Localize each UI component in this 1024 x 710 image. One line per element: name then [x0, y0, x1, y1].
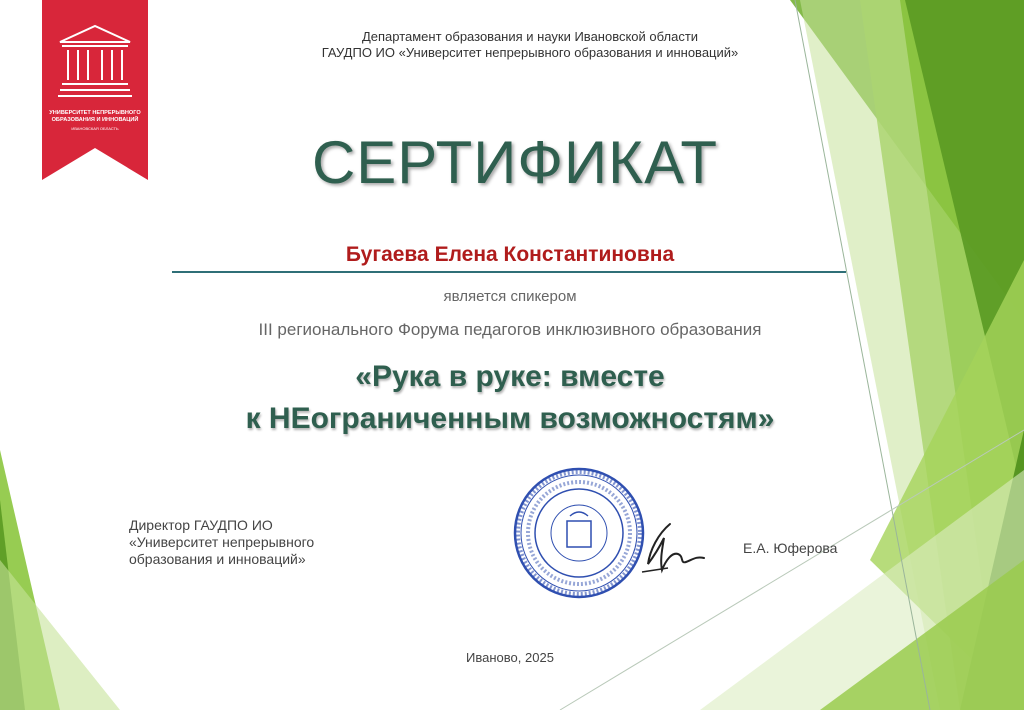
recipient-role: является спикером [443, 288, 577, 305]
event-name: III регионального Форума педагогов инклюзивного образования [258, 320, 762, 339]
position-line-2: «Университет непрерывного [129, 534, 315, 550]
logo-text-line2: ОБРАЗОВАНИЯ И ИННОВАЦИЙ [51, 117, 139, 123]
signer-name: Е.А. Юферова [743, 540, 838, 556]
handwritten-signature [640, 520, 710, 580]
certificate-title: СЕРТИФИКАТ [311, 129, 719, 196]
official-stamp [512, 466, 646, 600]
logo-text-line3: ИВАНОВСКАЯ ОБЛАСТЬ [71, 126, 119, 131]
event-theme [120, 356, 900, 440]
recipient-underline [172, 271, 846, 273]
theme-line-1: «Рука в руке: вместе [355, 360, 665, 393]
position-line-1: Директор ГАУДПО ИО [129, 517, 273, 533]
recipient-name: Бугаева Елена Константиновна [345, 243, 675, 266]
city-year: Иваново, 2025 [466, 650, 554, 665]
header-line-2: ГАУДПО ИО «Университет непрерывного образования и инноваций» [321, 45, 739, 60]
header-line-1: Департамент образования и науки Ивановской области [361, 29, 699, 44]
theme-line-2: к НЕограниченным возможностям» [245, 402, 775, 435]
position-line-3: образования и инноваций» [129, 551, 306, 567]
university-logo [42, 0, 148, 180]
issuer-header [230, 29, 830, 61]
logo-text-line1: УНИВЕРСИТЕТ НЕПРЕРЫВНОГО [49, 110, 141, 116]
director-position [129, 517, 429, 568]
